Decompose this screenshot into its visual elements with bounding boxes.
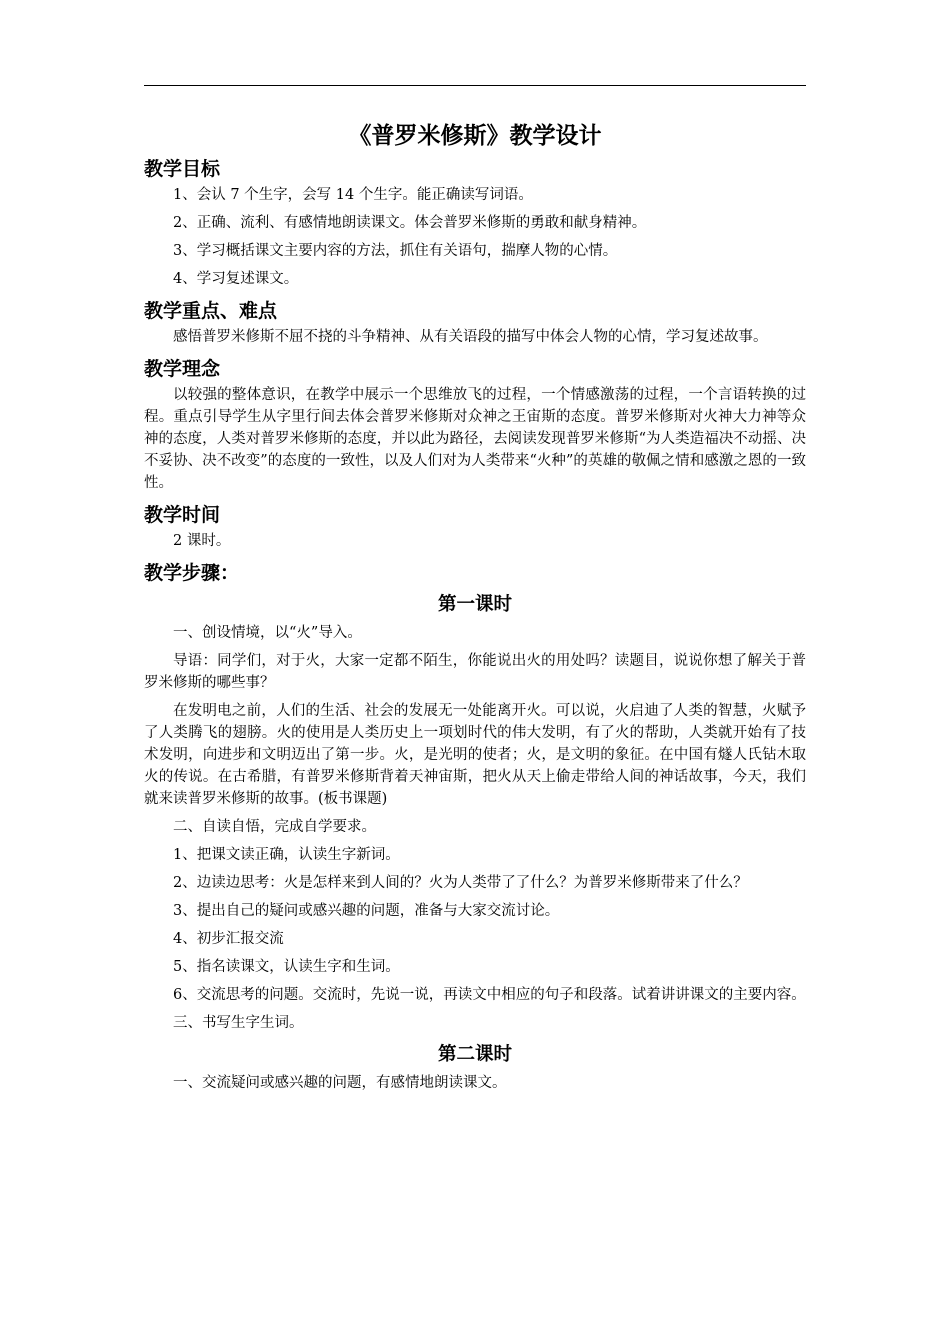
lesson2-heading: 第二课时: [437, 1044, 512, 1065]
lesson2-paragraph: 一、交流疑问或感兴趣的问题，有感情地朗读课文。: [173, 1075, 507, 1091]
lesson1-paragraph: 三、书写生字生词。: [173, 1015, 304, 1031]
lesson1-heading: 第一课时: [437, 594, 512, 615]
key-points-heading: 教学重点、难点: [144, 300, 278, 322]
steps-heading: 教学步骤：: [144, 562, 240, 584]
objective-item: 4、学习复述课文。: [173, 271, 299, 287]
lesson1-paragraph: 3、提出自己的疑问或感兴趣的问题，准备与大家交流讨论。: [173, 903, 560, 919]
objective-item: 2、正确、流利、有感情地朗读课文。体会普罗米修斯的勇敢和献身精神。: [173, 215, 647, 231]
document-page: [144, 118, 806, 1100]
lesson1-paragraph: 一、创设情境，以“火”导入。: [173, 625, 362, 641]
lesson1-paragraph: 1、把课文读正确，认读生字新词。: [173, 847, 400, 863]
lesson1-paragraph: 6、交流思考的问题。交流时，先说一说，再读文中相应的句子和段落。试着讲讲课文的主要内容。: [173, 987, 806, 1003]
document-title: 《普罗米修斯》教学设计: [348, 122, 602, 149]
key-points-text: 感悟普罗米修斯不屈不挠的斗争精神、从有关语段的描写中体会人物的心情，学习复述故事。: [173, 329, 768, 345]
time-text: 2 课时。: [173, 533, 231, 549]
lesson1-paragraph: 导语：同学们，对于火，大家一定都不陌生，你能说出火的用处吗？读题目，说说你想了解关于普罗米修斯的哪些事？: [144, 653, 806, 691]
lesson1-paragraph: 5、指名读课文，认读生字和生词。: [173, 959, 400, 975]
lesson1-paragraph: 4、初步汇报交流: [173, 931, 284, 947]
lesson1-paragraph: 2、边读边思考：火是怎样来到人间的？火为人类带了了什么？为普罗米修斯带来了什么？: [173, 875, 748, 891]
lesson1-paragraph: 在发明电之前，人们的生活、社会的发展无一处能离开火。可以说，火启迪了人类的智慧，火赋予了人类腾飞的翅膀。火的使用是人类历史上一项划时代的伟大发明，有了火的帮助，人类就开始有了技术发明，向进步和文明迈出了第一步。火，是光明的使者；火，是文明的象征。在中国有燧人氏钻木取火的传说。在古希腊，有普罗米修斯背着天神宙斯，把火从天上偷走带给人间的神话故事，今天，我们就来读普罗米修斯的故事。(板书课题): [144, 703, 806, 807]
objective-item: 1、会认 7 个生字，会写 14 个生字。能正确读写词语。: [173, 187, 533, 203]
philosophy-text: 以较强的整体意识，在教学中展示一个思维放飞的过程，一个情感激荡的过程，一个言语转换的过程。重点引导学生从字里行间去体会普罗米修斯对众神之王宙斯的态度。普罗米修斯对火神大力神等众神的态度，人类对普罗米修斯的态度，并以此为路径，去阅读发现普罗米修斯“为人类造福决不动摇、决不妥协、决不改变”的态度的一致性，以及人们对为人类带来“火种”的英雄的敬佩之情和感激之恩的一致性。: [144, 387, 806, 491]
philosophy-heading: 教学理念: [144, 358, 221, 380]
lesson1-paragraph: 二、自读自悟，完成自学要求。: [173, 819, 376, 835]
header-rule: [144, 85, 806, 86]
objective-item: 3、学习概括课文主要内容的方法，抓住有关语句，揣摩人物的心情。: [173, 243, 618, 259]
time-heading: 教学时间: [144, 504, 221, 526]
objectives-heading: 教学目标: [144, 158, 221, 180]
